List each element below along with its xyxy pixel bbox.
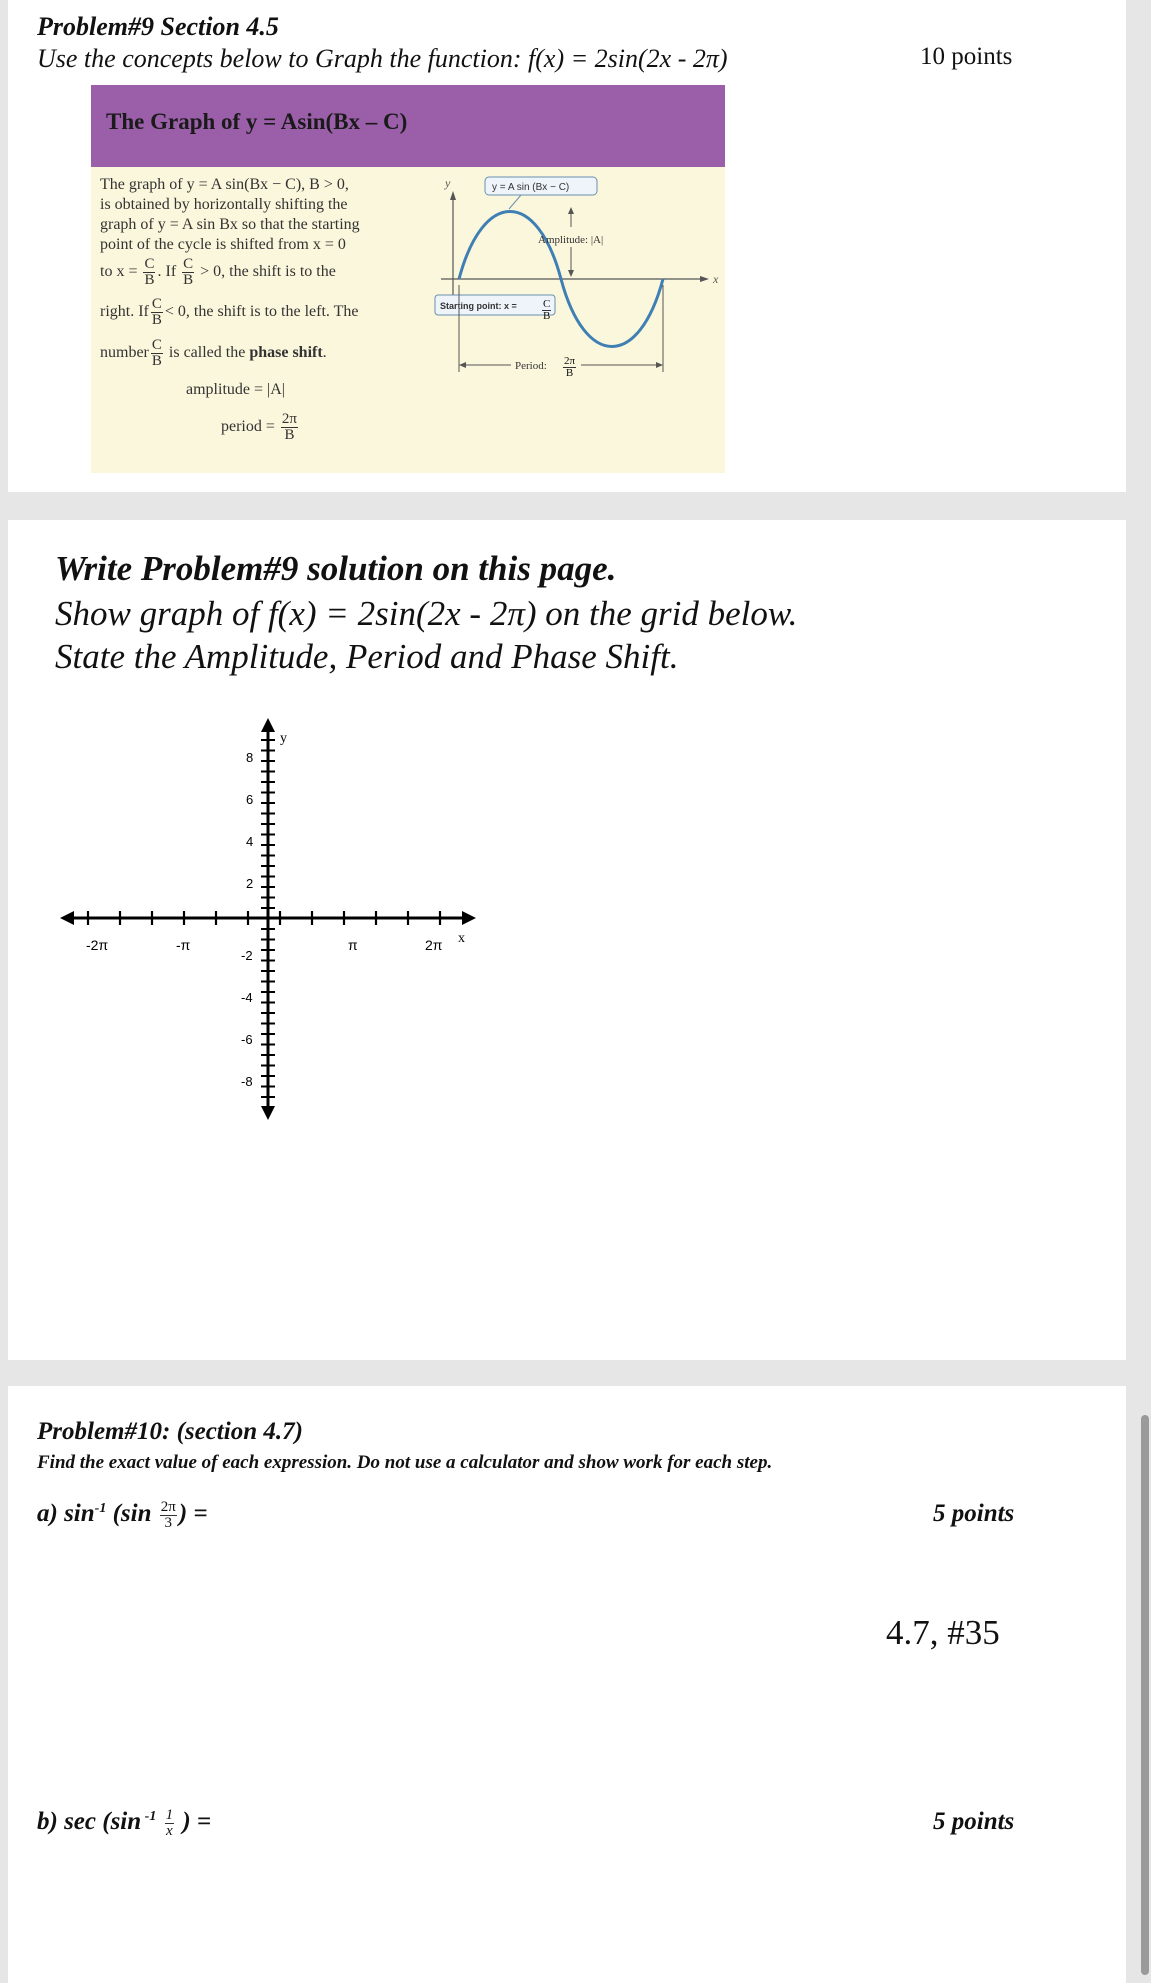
grid-x-arrow-left xyxy=(60,911,74,925)
grid-x-tick-2pi: 2π xyxy=(425,937,443,953)
excerpt-line-3: graph of y = A sin Bx so that the starting xyxy=(100,216,360,233)
page-problem-10 xyxy=(8,1386,1126,1983)
grid-y-tick-6: 6 xyxy=(246,792,254,807)
part-b-expression: b) sec (sin $^{-1}$ $\frac{1}{x}$ ) = xyxy=(37,1807,212,1839)
problem-9-points: 10 points xyxy=(920,43,1013,70)
diagram-x-arrow xyxy=(700,276,709,282)
excerpt-amplitude: amplitude = |A| xyxy=(186,381,285,398)
textbook-excerpt xyxy=(91,85,725,473)
diagram-period-tip-right xyxy=(656,362,663,368)
page-solution xyxy=(8,520,1126,1360)
grid-y-tick-neg2: -2 xyxy=(241,948,253,963)
page-problem-9 xyxy=(8,0,1126,492)
section-reference: 4.7, #35 xyxy=(886,1613,1000,1652)
diagram-period-fraction: $\frac{2\pi}{B}$ xyxy=(564,355,576,379)
diagram-period-tip-left xyxy=(459,362,466,368)
excerpt-line-7: number $\frac{C}{B}$ is called the phase shift. xyxy=(100,337,327,369)
excerpt-period: period = $\frac{2\pi}{B}$ xyxy=(221,411,297,443)
grid-x-tick-neg-2pi: -2π xyxy=(86,937,109,953)
diagram-amplitude-tip-up xyxy=(568,207,574,214)
diagram-starting-fraction: $\frac{C}{B}$ xyxy=(543,298,551,322)
grid-x-arrow-right xyxy=(462,911,476,925)
coordinate-grid xyxy=(58,710,478,1130)
diagram-period-label: Period: xyxy=(515,360,547,372)
solution-heading: Write Problem#9 solution on this page. xyxy=(55,549,617,588)
grid-y-tick-neg8: -8 xyxy=(241,1074,253,1089)
grid-x-tick-neg-pi: -π xyxy=(176,937,191,953)
grid-y-tick-2: 2 xyxy=(246,876,254,891)
grid-y-tick-neg6: -6 xyxy=(241,1032,253,1047)
excerpt-body xyxy=(91,167,725,473)
excerpt-line-6: right. If $\frac{C}{B}$ < 0, the shift is to the left. The xyxy=(100,296,359,328)
diagram-y-arrow xyxy=(450,191,456,200)
diagram-starting-point-text: Starting point: x = xyxy=(440,301,517,311)
diagram-y-label: y xyxy=(445,176,451,190)
excerpt-line-1: The graph of y = A sin(Bx − C), B > 0, xyxy=(100,176,349,193)
excerpt-header-title: The Graph of y = Asin(Bx – C) xyxy=(106,109,408,134)
solution-line-2: Show graph of f(x) = 2sin(2x - 2π) on the grid below. xyxy=(55,594,798,633)
excerpt-line-2: is obtained by horizontally shifting the xyxy=(100,196,348,213)
scrollbar[interactable] xyxy=(1141,1415,1149,1975)
solution-line-3: State the Amplitude, Period and Phase Shift. xyxy=(55,637,679,676)
problem-10-title: Problem#10: (section 4.7) xyxy=(37,1418,303,1445)
diagram-equation-pointer xyxy=(509,195,521,209)
grid-y-tick-4: 4 xyxy=(246,834,254,849)
diagram-amplitude-label: Amplitude: |A| xyxy=(538,234,604,246)
excerpt-line-4: point of the cycle is shifted from x = 0 xyxy=(100,236,346,253)
grid-y-tick-neg4: -4 xyxy=(241,990,253,1005)
problem-9-instruction: Use the concepts below to Graph the function: f(x) = 2sin(2x - 2π) xyxy=(37,44,728,73)
grid-x-tick-pi: π xyxy=(348,937,358,953)
diagram-equation-text: y = A sin (Bx − C) xyxy=(492,182,570,193)
problem-10-instruction: Find the exact value of each expression. Do not use a calculator and show work for each step. xyxy=(37,1452,773,1473)
excerpt-line-5: to x = $\frac{C}{B}$ . If $\frac{C}{B}$ > 0, the shift is to the xyxy=(100,256,336,288)
grid-x-label: x xyxy=(458,931,465,946)
diagram-amplitude-tip-down xyxy=(568,270,574,277)
grid-y-tick-8: 8 xyxy=(246,750,254,765)
grid-y-arrow-up xyxy=(261,718,275,732)
excerpt-header xyxy=(91,85,725,167)
part-a-expression: a) $\sin^{-1} (\sin$ $\frac{2\pi}{3}$ ) = xyxy=(37,1499,208,1531)
grid-y-arrow-down xyxy=(261,1106,275,1120)
grid-y-label: y xyxy=(280,731,287,746)
diagram-x-label: x xyxy=(713,272,719,286)
part-a-points: 5 points xyxy=(933,1500,1015,1527)
part-b-points: 5 points xyxy=(933,1808,1015,1835)
problem-9-title: Problem#9 Section 4.5 xyxy=(37,12,279,41)
